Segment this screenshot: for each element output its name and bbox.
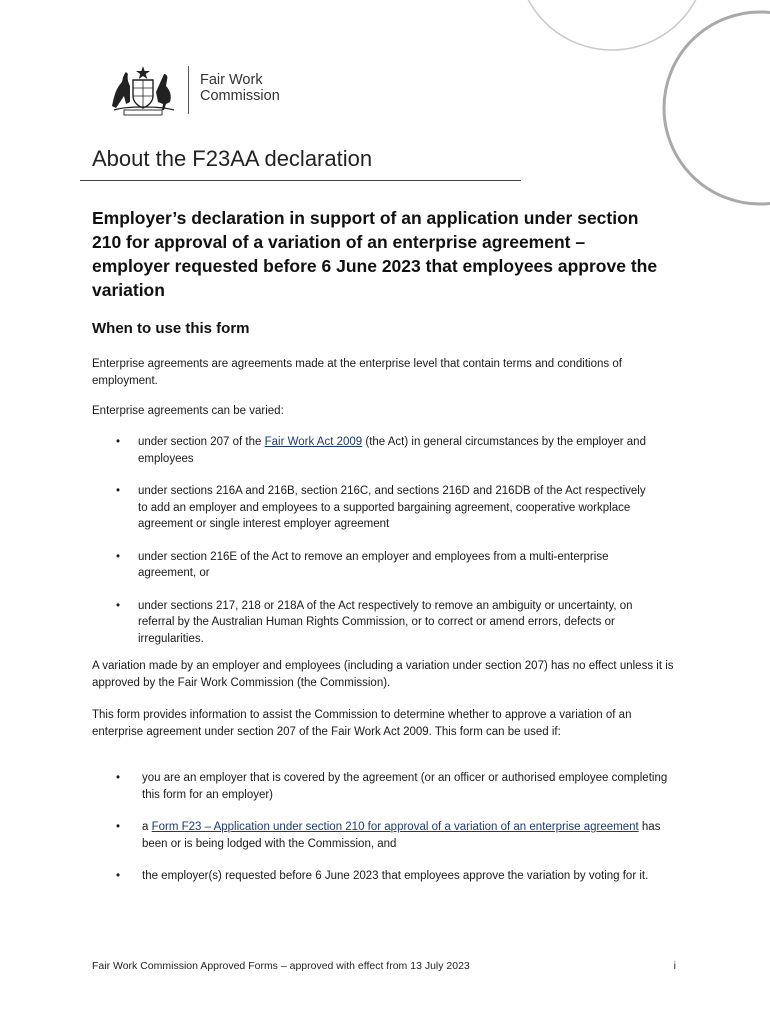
bullet-icon: •	[116, 599, 121, 612]
list-item-text: you are an employer that is covered by the agreement (or an officer or authorised employee completing this form for an employer)	[142, 772, 668, 801]
list-item-text: under sections 217, 218 or 218A of the Act respectively to remove an ambiguity or uncertainty, on referral by the Australian Human Rights Commission, or to correct or amend errors, defects or irregularities.	[138, 599, 633, 645]
section-heading-when-to-use: When to use this form	[92, 320, 250, 337]
form-heading: Employer’s declaration in support of an application under section 210 for approval of a variation of an enterprise agreement – employer requested before 6 June 2023 that employees approve the variation	[92, 208, 658, 300]
decorative-circle-lower	[664, 12, 770, 204]
purpose-paragraph: This form provides information to assist the Commission to determine whether to approve a variation of an enterprise agreement under section 207 of the Fair Work Act 2009. This form can be used if:	[92, 709, 632, 738]
list-item	[92, 868, 682, 885]
list-item-text: under section 216E of the Act to remove an employer and employees from a multi-enterprise agreement, or	[138, 550, 609, 579]
decorative-circle-upper	[517, 0, 707, 50]
list-item-text: under section 207 of the Fair Work Act 2009 (the Act) in general circumstances by the employer and employees	[138, 436, 646, 465]
bullet-icon: •	[116, 821, 121, 833]
bullet-icon: •	[116, 550, 121, 563]
approval-paragraph: A variation made by an employer and employees (including a variation under section 207) has no effect unless it is approved by the Fair Work Commission (the Commission).	[92, 660, 674, 689]
logo-line-2: Commission	[200, 88, 280, 104]
decorative-circles	[0, 0, 770, 240]
list-item	[92, 434, 652, 467]
title-underline	[80, 180, 521, 181]
list-item	[92, 819, 682, 852]
list-item	[92, 598, 652, 648]
list-item	[92, 483, 652, 533]
logo-divider	[188, 66, 189, 114]
bullet-icon: •	[116, 485, 121, 497]
usage-list	[92, 770, 682, 885]
list-item	[92, 770, 682, 803]
list-item-text: the employer(s) requested before 6 June 2023 that employees approve the variation by voting for it.	[142, 870, 649, 882]
page-title: About the F23AA declaration	[92, 146, 373, 171]
list-item-text: under sections 216A and 216B, section 216C, and sections 216D and 216DB of the Act respectively to add an employer and employees to a supported bargaining agreement, cooperative workplace agreement or single interest employer agreement	[138, 485, 646, 530]
intro-paragraph-2: Enterprise agreements can be varied:	[92, 405, 284, 417]
list-item	[92, 549, 652, 582]
fair-work-act-link[interactable]: Fair Work Act 2009	[264, 436, 363, 448]
bullet-icon: •	[116, 436, 121, 448]
bullet-icon: •	[116, 772, 121, 784]
logo-wordmark	[200, 72, 280, 104]
list-item-text: a Form F23 – Application under section 210 for approval of a variation of an enterprise agreement has been or is being lodged with the Commission, and	[142, 821, 661, 850]
logo-line-1: Fair Work	[200, 72, 263, 88]
coat-of-arms-icon	[106, 62, 180, 116]
page-footer	[92, 960, 676, 972]
page-number: i	[673, 960, 676, 972]
footer-text: Fair Work Commission Approved Forms – approved with effect from 13 July 2023	[92, 960, 470, 972]
form-f23-link[interactable]: Form F23 – Application under section 210 for approval of a variation of an enterprise agreement	[151, 821, 639, 833]
variation-list	[92, 434, 652, 647]
intro-paragraph-1: Enterprise agreements are agreements made at the enterprise level that contain terms and conditions of employment.	[92, 358, 622, 387]
bullet-icon: •	[116, 870, 121, 882]
fwc-logo	[106, 62, 306, 118]
